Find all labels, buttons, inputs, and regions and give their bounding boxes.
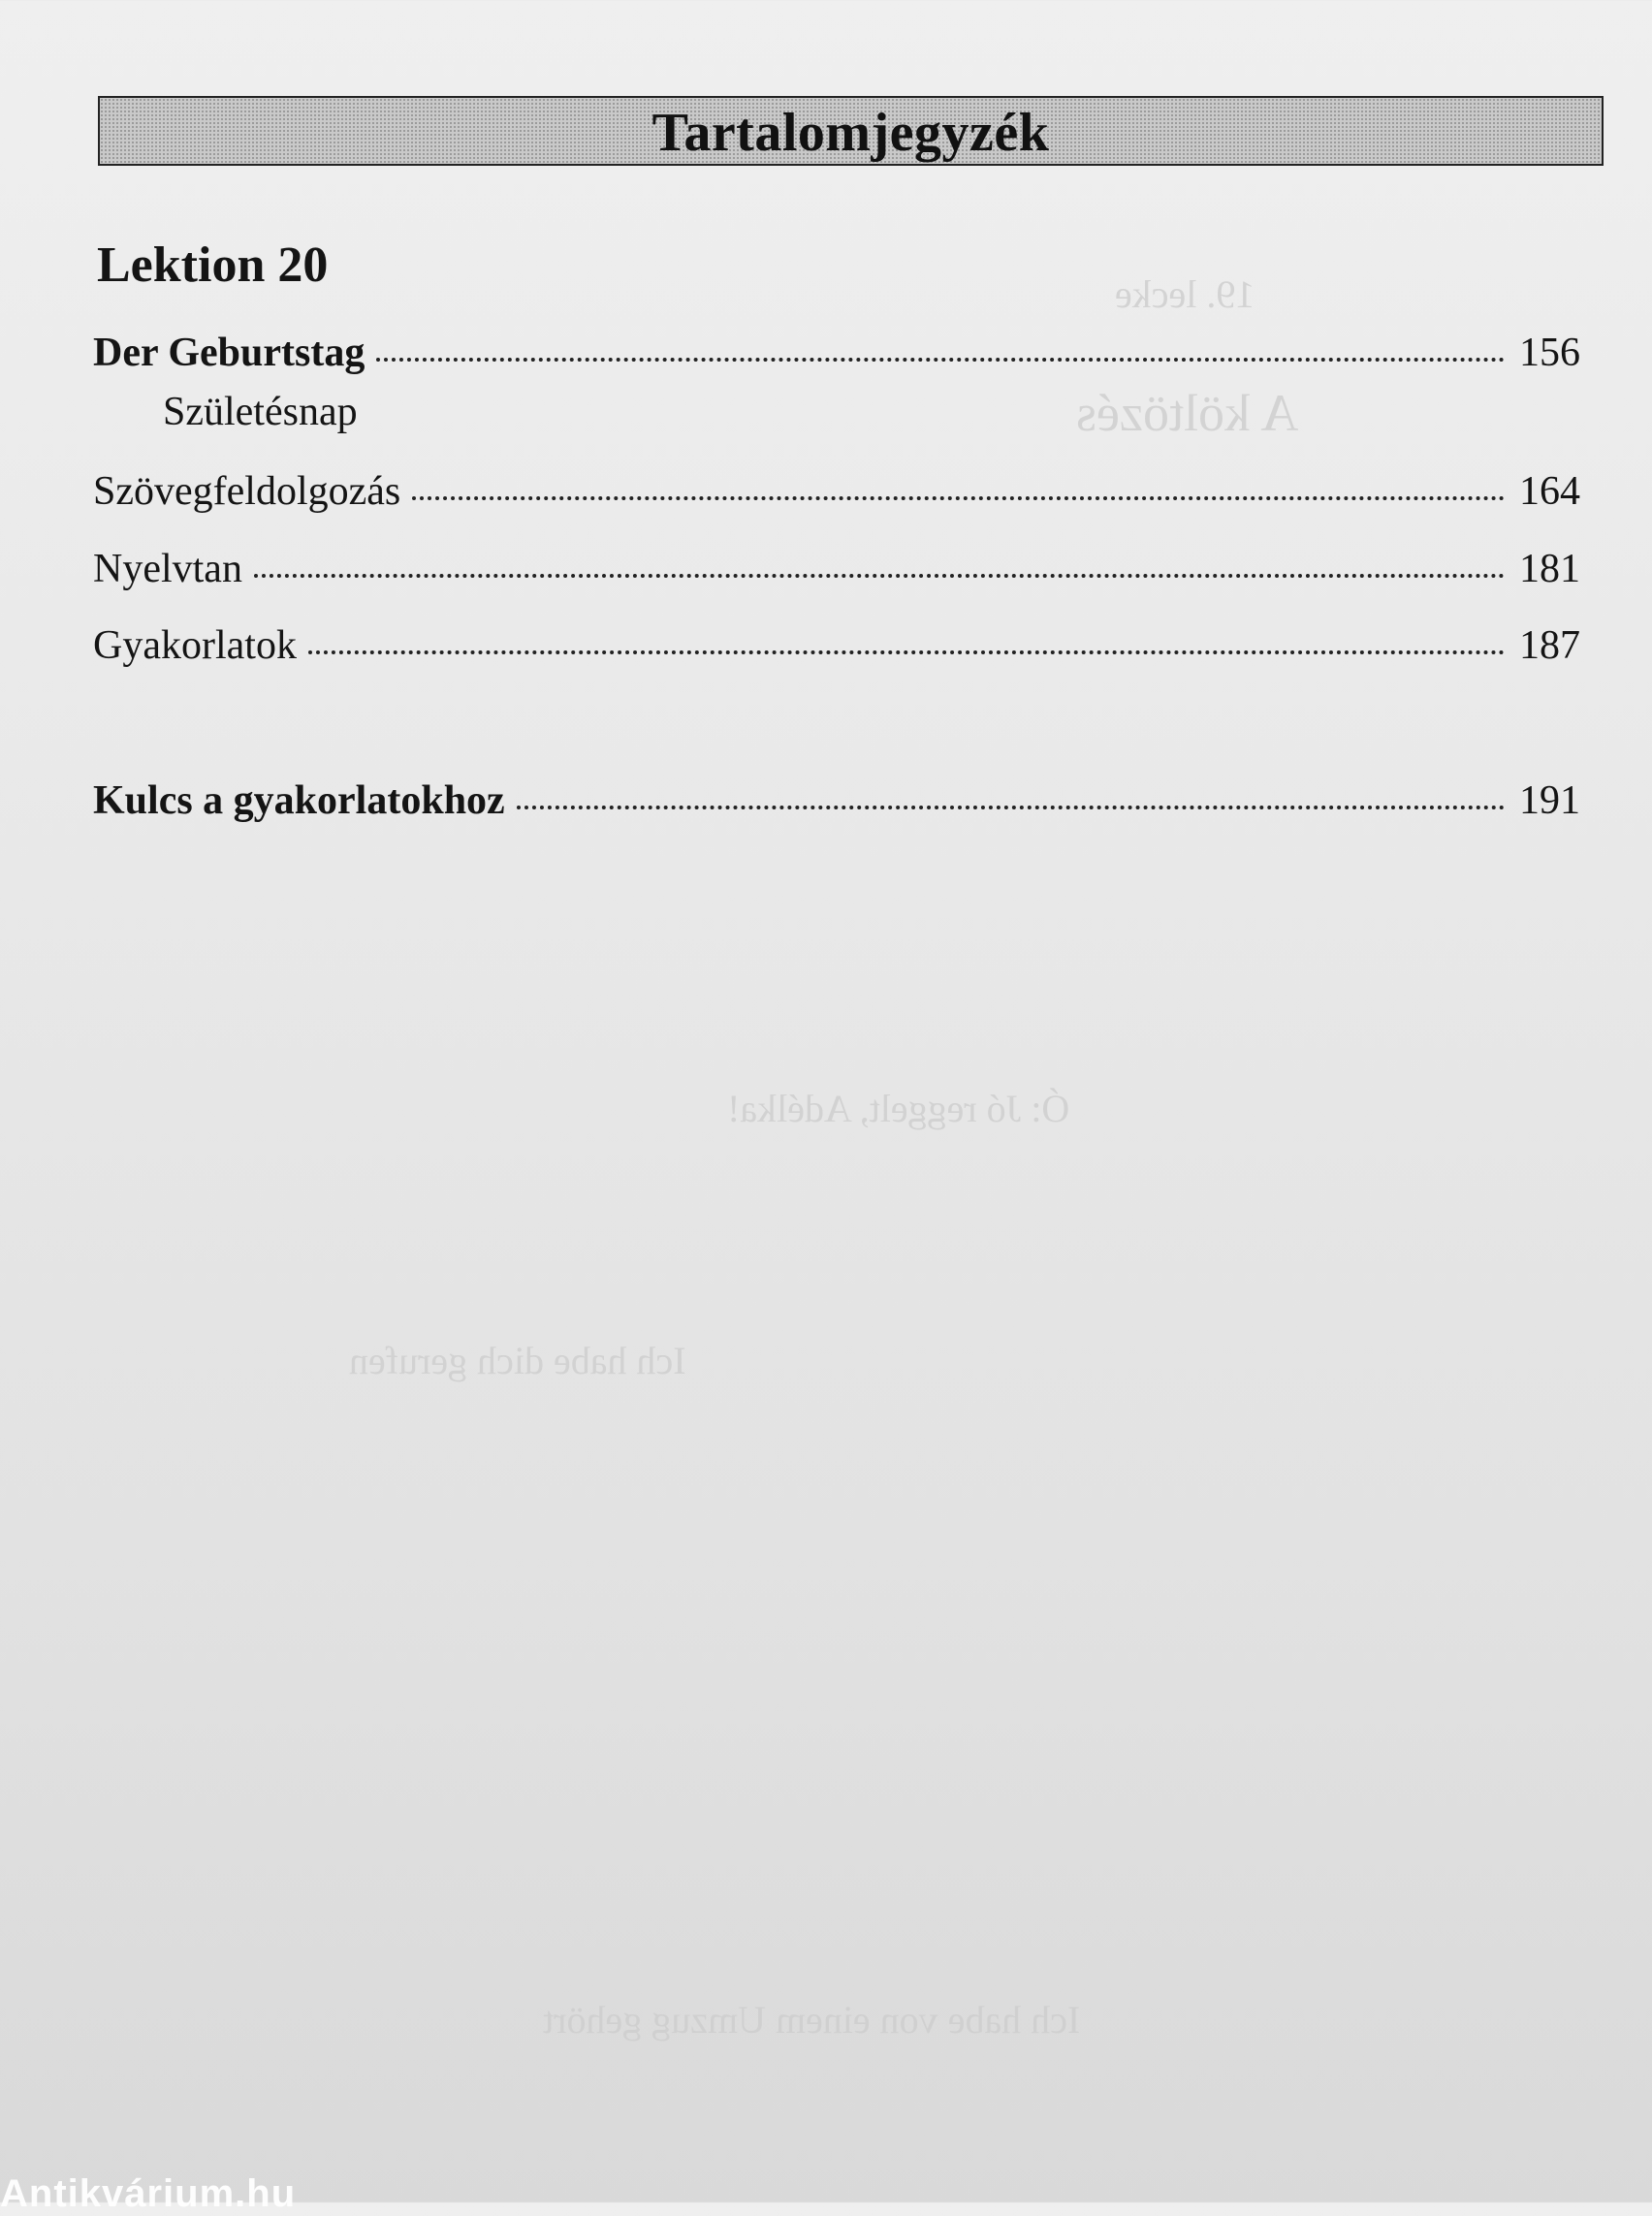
dot-leader xyxy=(517,806,1505,809)
dot-leader xyxy=(254,574,1505,578)
bleed-through-text: Ich habe dich gerufen xyxy=(349,1339,686,1382)
toc-page-number: 156 xyxy=(1519,331,1580,375)
bleed-through-text: Ó: Jó reggelt, Adélka! xyxy=(727,1087,1070,1130)
dot-leader xyxy=(412,496,1505,500)
title-bar xyxy=(98,96,1604,166)
toc-entry-label: Szövegfeldolgozás xyxy=(93,469,401,514)
bleed-through-text: Ich habe von einem Umzug gehört xyxy=(543,1998,1081,2042)
toc-entry-label: Der Geburtstag xyxy=(93,331,365,375)
toc-page-number: 164 xyxy=(1519,469,1580,514)
toc-entry-nyelvtan[interactable] xyxy=(93,549,1580,589)
toc-entry-szovegfeldolgozas[interactable] xyxy=(93,471,1580,512)
dot-leader xyxy=(308,650,1505,654)
toc-entry-label: Gyakorlatok xyxy=(93,623,297,668)
toc-entry-kulcs[interactable] xyxy=(93,780,1580,821)
toc-entry-label: Kulcs a gyakorlatokhoz xyxy=(93,778,505,823)
bleed-through-text: A költözés xyxy=(1076,384,1299,442)
bleed-through-text: 19. lecke xyxy=(1115,272,1255,316)
watermark: Antikvárium.hu xyxy=(0,2172,297,2215)
toc-subtitle-szuletesnap: Születésnap xyxy=(163,390,358,434)
lesson-heading: Lektion 20 xyxy=(97,237,329,293)
toc-entry-gyakorlatok[interactable] xyxy=(93,625,1580,666)
toc-page-number: 191 xyxy=(1519,778,1580,823)
dot-leader xyxy=(376,358,1505,362)
page-title: Tartalomjegyzék xyxy=(651,103,1050,163)
toc-page-number: 187 xyxy=(1519,623,1580,668)
toc-page-number: 181 xyxy=(1519,547,1580,591)
toc-entry-label: Nyelvtan xyxy=(93,547,242,591)
toc-entry-geburtstag[interactable] xyxy=(93,332,1580,373)
